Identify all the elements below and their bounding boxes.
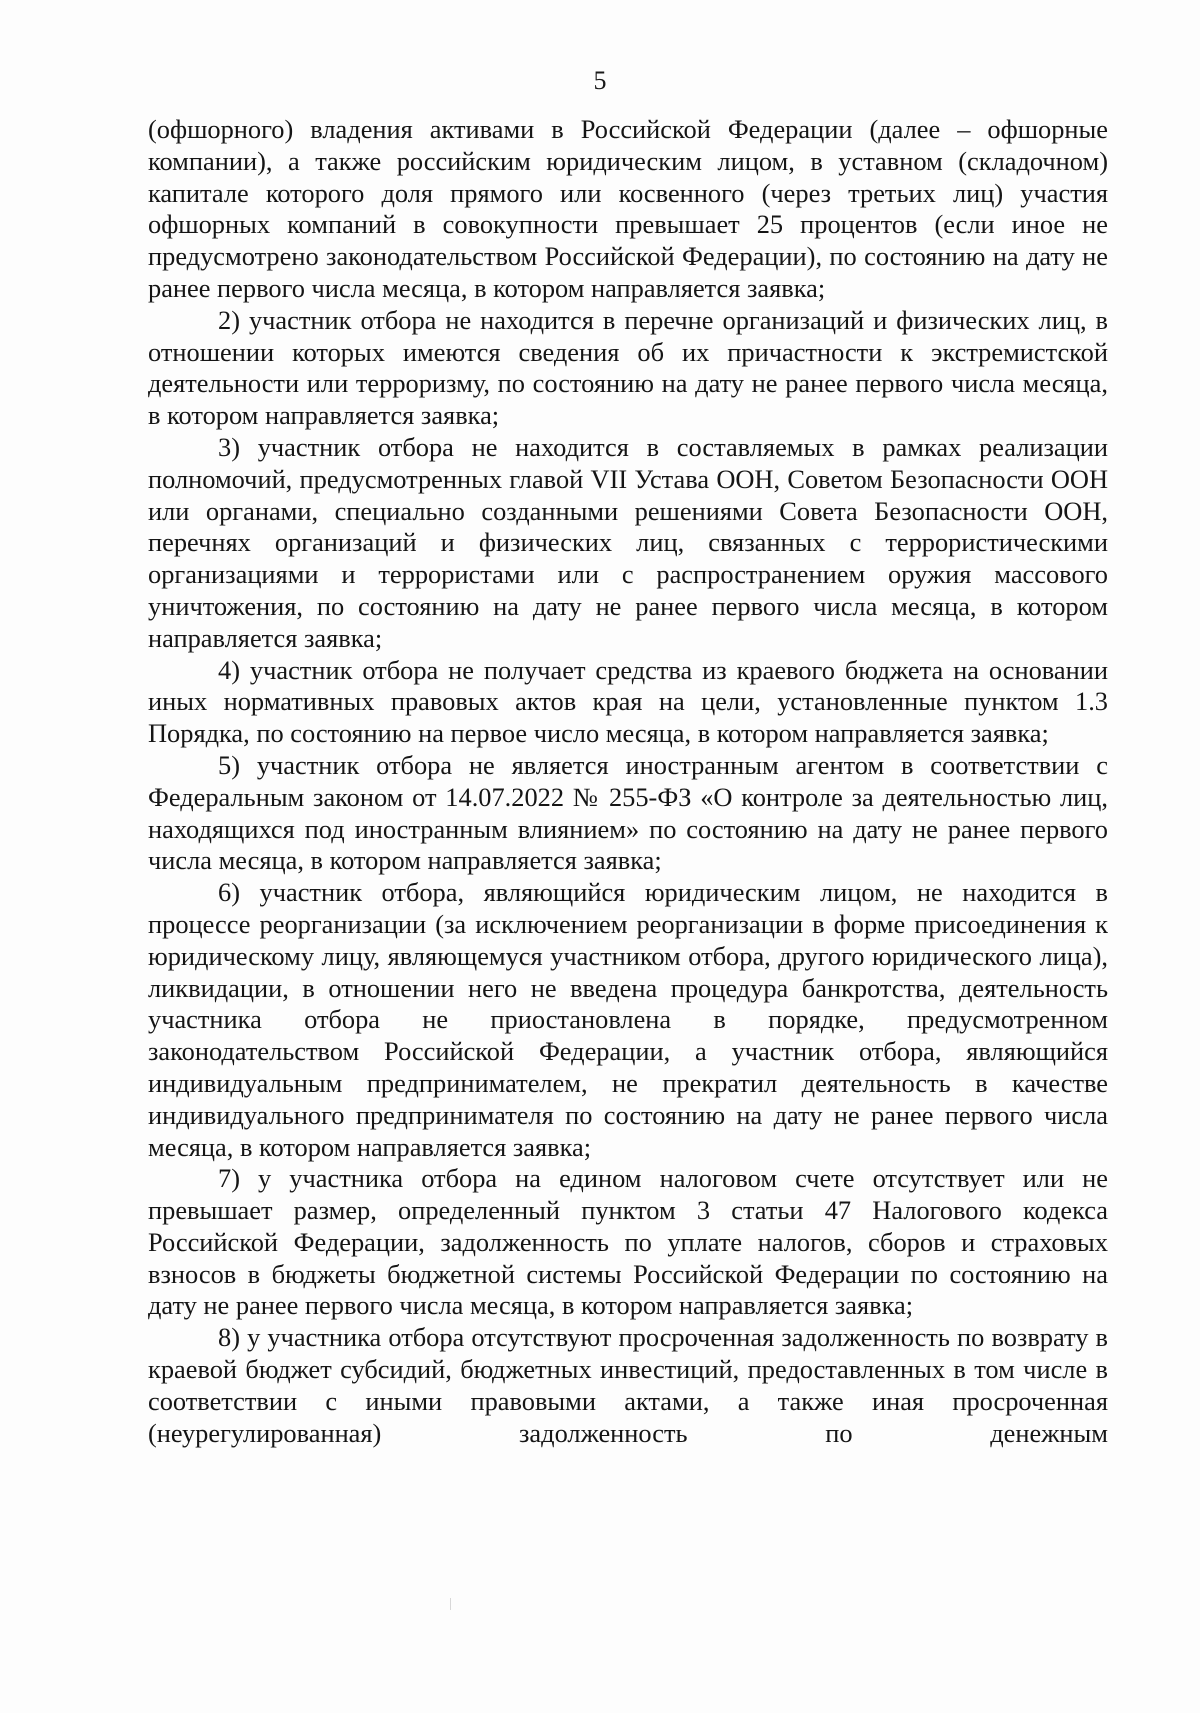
page-number: 5 [593, 66, 607, 95]
paragraph-item-4: 4) участник отбора не получает средства из краевого бюджета на основании иных нормативных правовых актов края на цели, установленные пунктом 1.3 Порядка, по состоянию на первое число месяца, в котором направляется заявка; [148, 654, 1108, 749]
paragraph-item-6: 6) участник отбора, являющийся юридическим лицом, не находится в процессе реорганизации (за исключением реорганизации в форме присоединения к юридическому лицу, являющемуся участником отбора, другого юридического лица), ликвидации, в отношении него не введена процедура банкротства, деятельность участника отбора не приостановлена в порядке, предусмотренном законодательством Российской Федерации, а участник отбора, являющийся индивидуальным предпринимателем, не прекратил деятельность в качестве индивидуального предпринимателя по состоянию на дату не ранее первого числа месяца, в котором направляется заявка; [148, 877, 1108, 1162]
paragraph-item-2: 2) участник отбора не находится в перечне организаций и физических лиц, в отношении которых имеются сведения об их причастности к экстремистской деятельности или терроризму, по состоянию на дату не ранее первого числа месяца, в котором направляется заявка; [148, 304, 1108, 431]
paragraph-continuation: (офшорного) владения активами в Российской Федерации (далее – офшорные компании), а также российским юридическим лицом, в уставном (складочном) капитале которого доля прямого или косвенного (через третьих лиц) участия офшорных компаний в совокупности превышает 25 процентов (если иное не предусмотрено законодательством Российской Федерации), по состоянию на дату не ранее первого числа месяца, в котором направляется заявка; [148, 114, 1108, 303]
paragraph-item-5: 5) участник отбора не является иностранным агентом в соответствии с Федеральным законом от 14.07.2022 № 255-ФЗ «О контроле за деятельностью лиц, находящихся под иностранным влиянием» по состоянию на дату не ранее первого числа месяца, в котором направляется заявка; [148, 749, 1108, 876]
paragraph-item-7: 7) у участника отбора на едином налоговом счете отсутствует или не превышает размер, определенный пунктом 3 статьи 47 Налогового кодекса Российской Федерации, задолженность по уплате налогов, сборов и страховых взносов в бюджеты бюджетной системы Российской Федерации по состоянию на дату не ранее первого числа месяца, в котором направляется заявка; [148, 1163, 1108, 1321]
document-body [148, 114, 1108, 1449]
paragraph-item-3: 3) участник отбора не находится в составляемых в рамках реализации полномочий, предусмотренных главой VII Устава ООН, Советом Безопасности ООН или органами, специально созданными решениями Совета Безопасности ООН, перечнях организаций и физических лиц, связанных с террористическими организациями и террористами или с распространением оружия массового уничтожения, по состоянию на дату не ранее первого числа месяца, в котором направляется заявка; [148, 431, 1108, 653]
paragraph-item-8: 8) у участника отбора отсутствуют просроченная задолженность по возврату в краевой бюджет субсидий, бюджетных инвестиций, предоставленных в том числе в соответствии с иными правовыми актами, а также иная просроченная (неурегулированная) задолженность по денежным [148, 1322, 1108, 1448]
scan-artifact [450, 1598, 451, 1610]
